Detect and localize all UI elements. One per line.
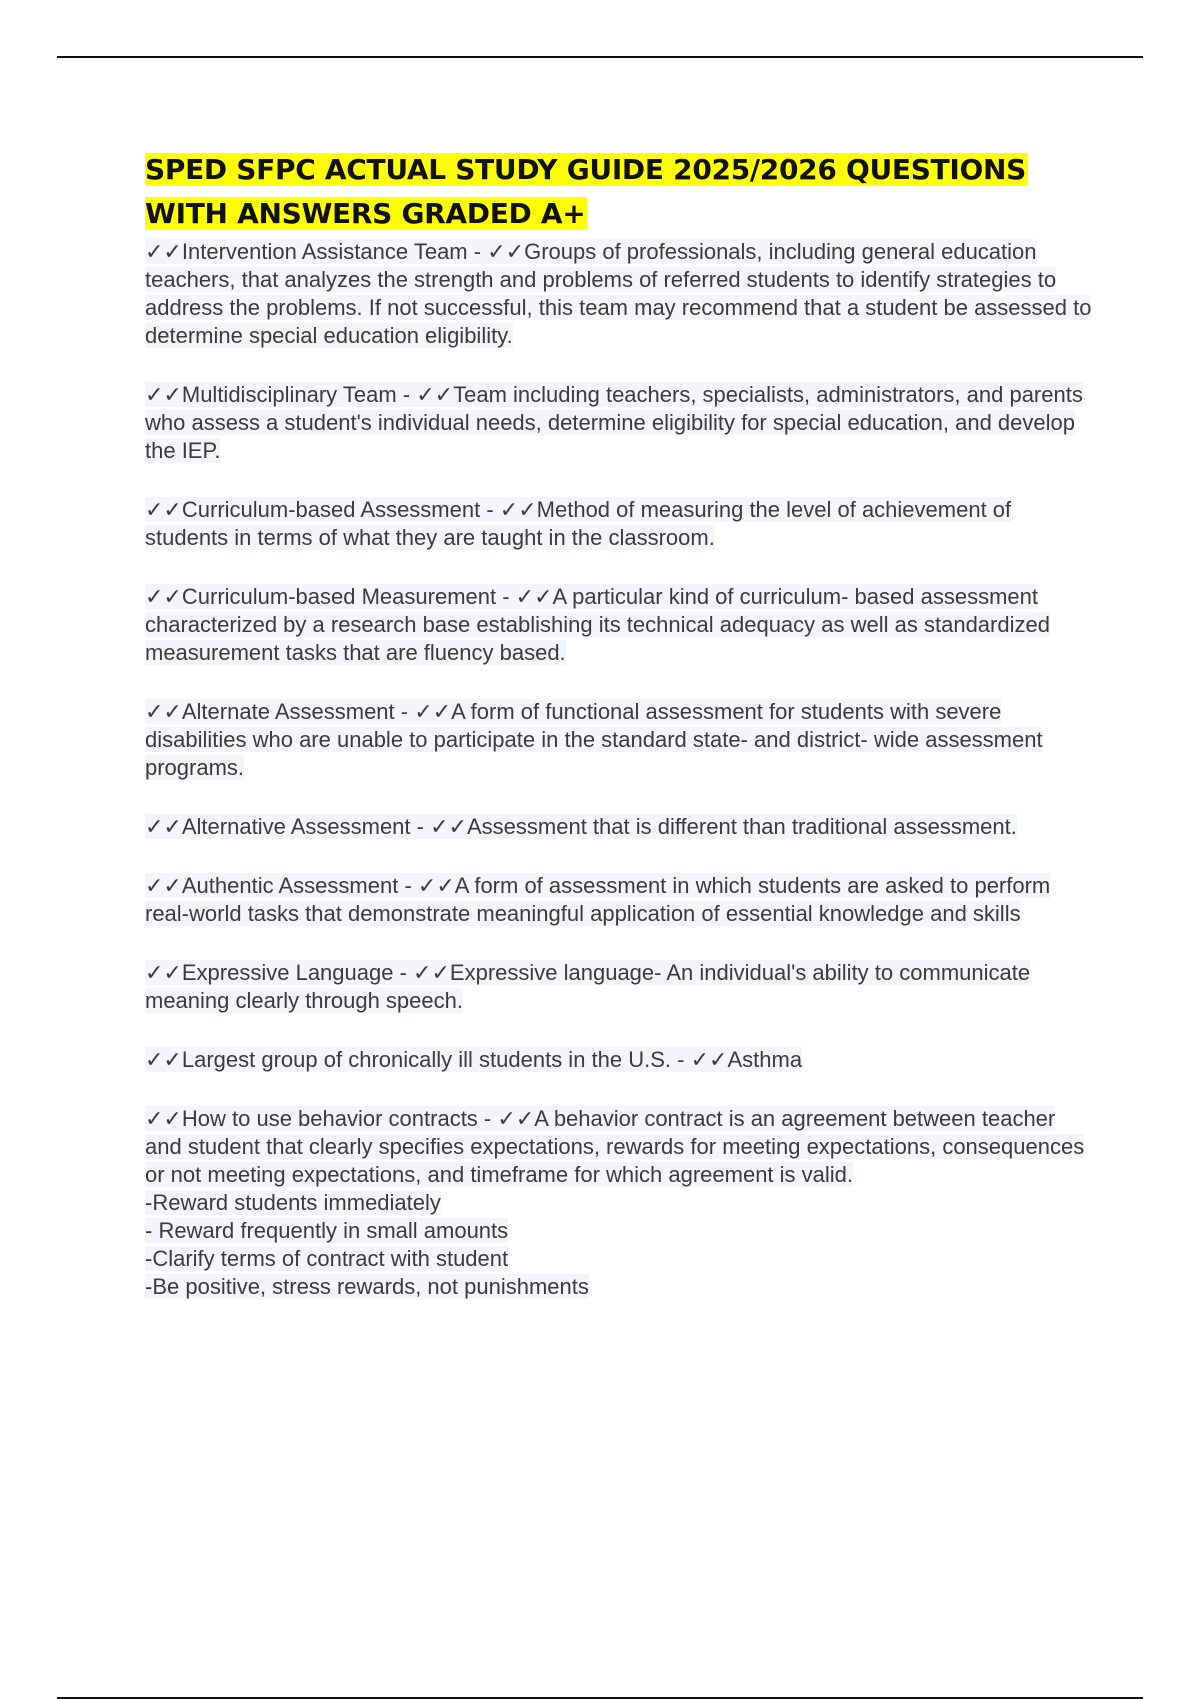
check-mark-icon: ✓✓ (414, 699, 452, 724)
qa-term: Alternative Assessment (181, 814, 411, 839)
qa-definition: Expressive language- An individual's ability to communicate meaning clearly through speech. (145, 960, 1031, 1013)
qa-term: Intervention Assistance Team (181, 239, 468, 264)
qa-term: Multidisciplinary Team (181, 382, 397, 407)
qa-list (145, 238, 1095, 1301)
qa-entry (145, 813, 1095, 841)
qa-term: Authentic Assessment (181, 873, 399, 898)
check-mark-icon: ✓✓ (145, 239, 182, 264)
check-mark-icon: ✓✓ (499, 497, 537, 522)
qa-entry-text (145, 584, 1050, 665)
qa-separator: - (398, 873, 418, 898)
qa-entry (145, 583, 1095, 667)
check-mark-icon: ✓✓ (515, 584, 553, 609)
check-mark-icon: ✓✓ (145, 814, 182, 839)
qa-entry (145, 1046, 1095, 1074)
qa-subitem-list (145, 1189, 1095, 1301)
check-mark-icon: ✓✓ (145, 382, 182, 407)
qa-definition: A behavior contract is an agreement between teacher and student that clearly specifies expectations, rewards for meeting expectations, consequences or not meeting expectations, and timeframe for which agreement is valid. (145, 1106, 1085, 1187)
qa-term: Curriculum-based Measurement (181, 584, 497, 609)
qa-subitem-text: -Be positive, stress rewards, not punishments (145, 1274, 589, 1299)
qa-subitem (145, 1245, 1095, 1273)
header-rule (57, 56, 1143, 58)
check-mark-icon: ✓✓ (145, 873, 182, 898)
qa-entry (145, 238, 1095, 350)
qa-entry-text (145, 699, 1043, 780)
qa-entry-text (145, 239, 1091, 348)
qa-definition: Method of measuring the level of achievement of students in terms of what they are taught in the classroom. (145, 497, 1012, 550)
document-body (145, 148, 1095, 1332)
qa-separator: - (410, 814, 431, 839)
qa-separator: - (393, 960, 414, 985)
check-mark-icon: ✓✓ (416, 382, 454, 407)
qa-entry (145, 1105, 1095, 1301)
qa-entry-text (145, 497, 1011, 550)
qa-term: How to use behavior contracts (181, 1106, 478, 1131)
qa-subitem (145, 1273, 1095, 1301)
check-mark-icon: ✓✓ (145, 1047, 182, 1072)
check-mark-icon: ✓✓ (413, 960, 450, 985)
qa-definition: Team including teachers, specialists, administrators, and parents who assess a student's individual needs, determine eligibility for special education, and develop the IEP. (145, 382, 1083, 463)
qa-separator: - (480, 497, 500, 522)
qa-definition: Groups of professionals, including general education teachers, that analyzes the strength and problems of referred students to identify strategies to address the problems. If not successful, this team may recommend that a student be assessed to determine special education eligibility. (145, 239, 1092, 348)
qa-separator: - (394, 699, 415, 724)
qa-entry (145, 872, 1095, 928)
qa-definition: Assessment that is different than traditional assessment. (466, 814, 1017, 839)
check-mark-icon: ✓✓ (145, 497, 182, 522)
qa-separator: - (496, 584, 516, 609)
qa-term: Curriculum-based Assessment (181, 497, 481, 522)
check-mark-icon: ✓✓ (145, 1106, 182, 1131)
qa-subitem-text: - Reward frequently in small amounts (145, 1218, 509, 1243)
qa-entry-text (145, 814, 1017, 839)
title-highlight: SPED SFPC ACTUAL STUDY GUIDE 2025/2026 QUESTIONS WITH ANSWERS GRADED A+ (145, 153, 1027, 230)
qa-separator: - (477, 1106, 498, 1131)
qa-subitem (145, 1217, 1095, 1245)
qa-term: Largest group of chronically ill students in the U.S. (181, 1047, 672, 1072)
qa-subitem-text: -Reward students immediately (145, 1190, 441, 1215)
qa-entry (145, 496, 1095, 552)
qa-entry (145, 698, 1095, 782)
qa-definition: A particular kind of curriculum- based assessment characterized by a research base establishing its technical adequacy as well as standardized measurement tasks that are fluency based. (145, 584, 1050, 665)
check-mark-icon: ✓✓ (497, 1106, 535, 1131)
check-mark-icon: ✓✓ (145, 584, 182, 609)
qa-term: Expressive Language (181, 960, 394, 985)
qa-subitem (145, 1189, 1095, 1217)
qa-entry-text (145, 960, 1030, 1013)
qa-entry-text (145, 382, 1083, 463)
qa-separator: - (671, 1047, 691, 1072)
check-mark-icon: ✓✓ (430, 814, 467, 839)
qa-definition: A form of functional assessment for students with severe disabilities who are unable to participate in the standard state- and district- wide assessment programs. (145, 699, 1043, 780)
qa-term: Alternate Assessment (181, 699, 395, 724)
check-mark-icon: ✓✓ (145, 960, 182, 985)
document-title (145, 148, 1095, 236)
qa-entry (145, 959, 1095, 1015)
qa-entry-text (145, 1106, 1084, 1187)
check-mark-icon: ✓✓ (417, 873, 455, 898)
check-mark-icon: ✓✓ (145, 699, 182, 724)
qa-separator: - (396, 382, 417, 407)
qa-definition: A form of assessment in which students are asked to perform real-world tasks that demonstrate meaningful application of essential knowledge and skills (145, 873, 1051, 926)
qa-entry (145, 381, 1095, 465)
qa-entry-text (145, 873, 1050, 926)
qa-entry-text (145, 1047, 802, 1072)
footer-rule (57, 1697, 1143, 1699)
qa-definition: Asthma (727, 1047, 803, 1072)
check-mark-icon: ✓✓ (487, 239, 525, 264)
check-mark-icon: ✓✓ (690, 1047, 728, 1072)
qa-separator: - (467, 239, 488, 264)
qa-subitem-text: -Clarify terms of contract with student (145, 1246, 509, 1271)
